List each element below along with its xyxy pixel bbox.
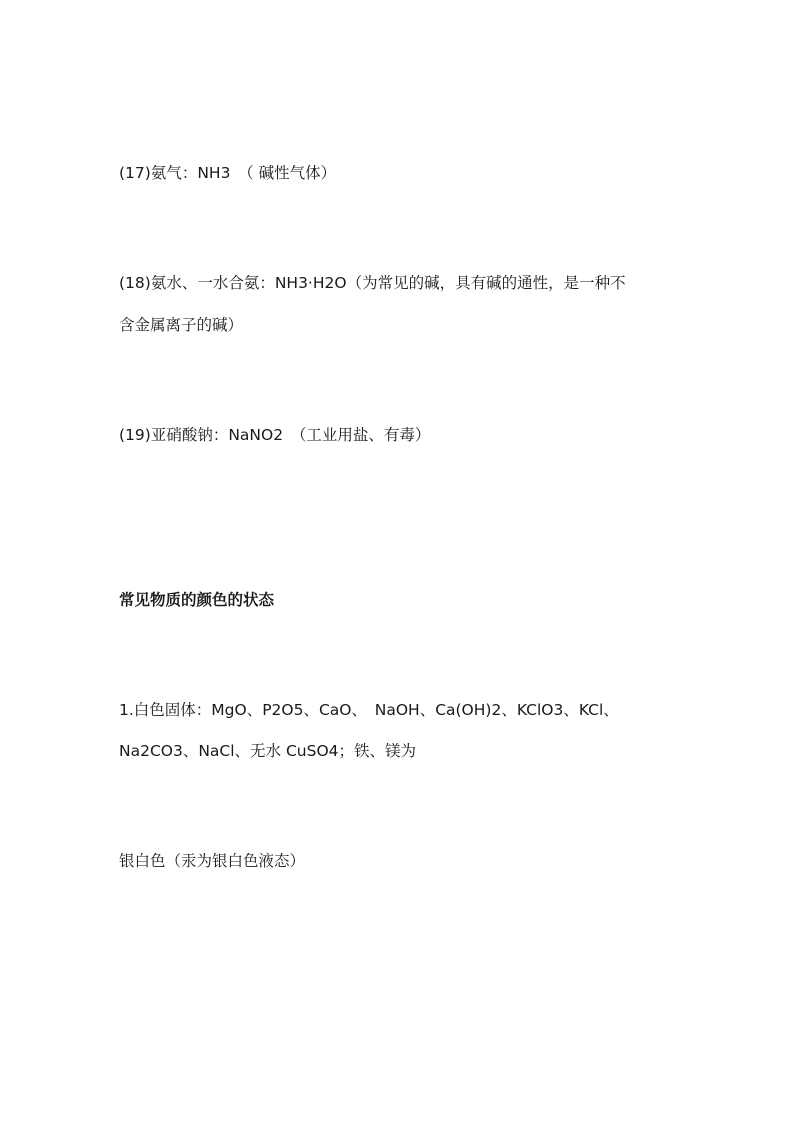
white-solids-line1: 1.白色固体：MgO、P2O5、CaO、 NaOH、Ca(OH)2、KClO3、KCl、 [119,701,619,719]
item-17-ammonia: (17)氨气：NH3 （ 碱性气体） [119,164,337,182]
section-heading: 常见物质的颜色的状态 [119,591,275,609]
item-18-ammonia-water-line2: 含金属离子的碱） [119,316,244,334]
item-18-ammonia-water-line1: (18)氨水、一水合氨：NH3·H2O（为常见的碱，具有碱的通性，是一种不 [119,274,626,292]
white-solids-line3: 银白色（汞为银白色液态） [119,852,306,870]
item-19-sodium-nitrite: (19)亚硝酸钠：NaNO2 （工业用盐、有毒） [119,426,431,444]
white-solids-line2: Na2CO3、NaCl、无水 CuSO4；铁、镁为 [119,742,417,760]
